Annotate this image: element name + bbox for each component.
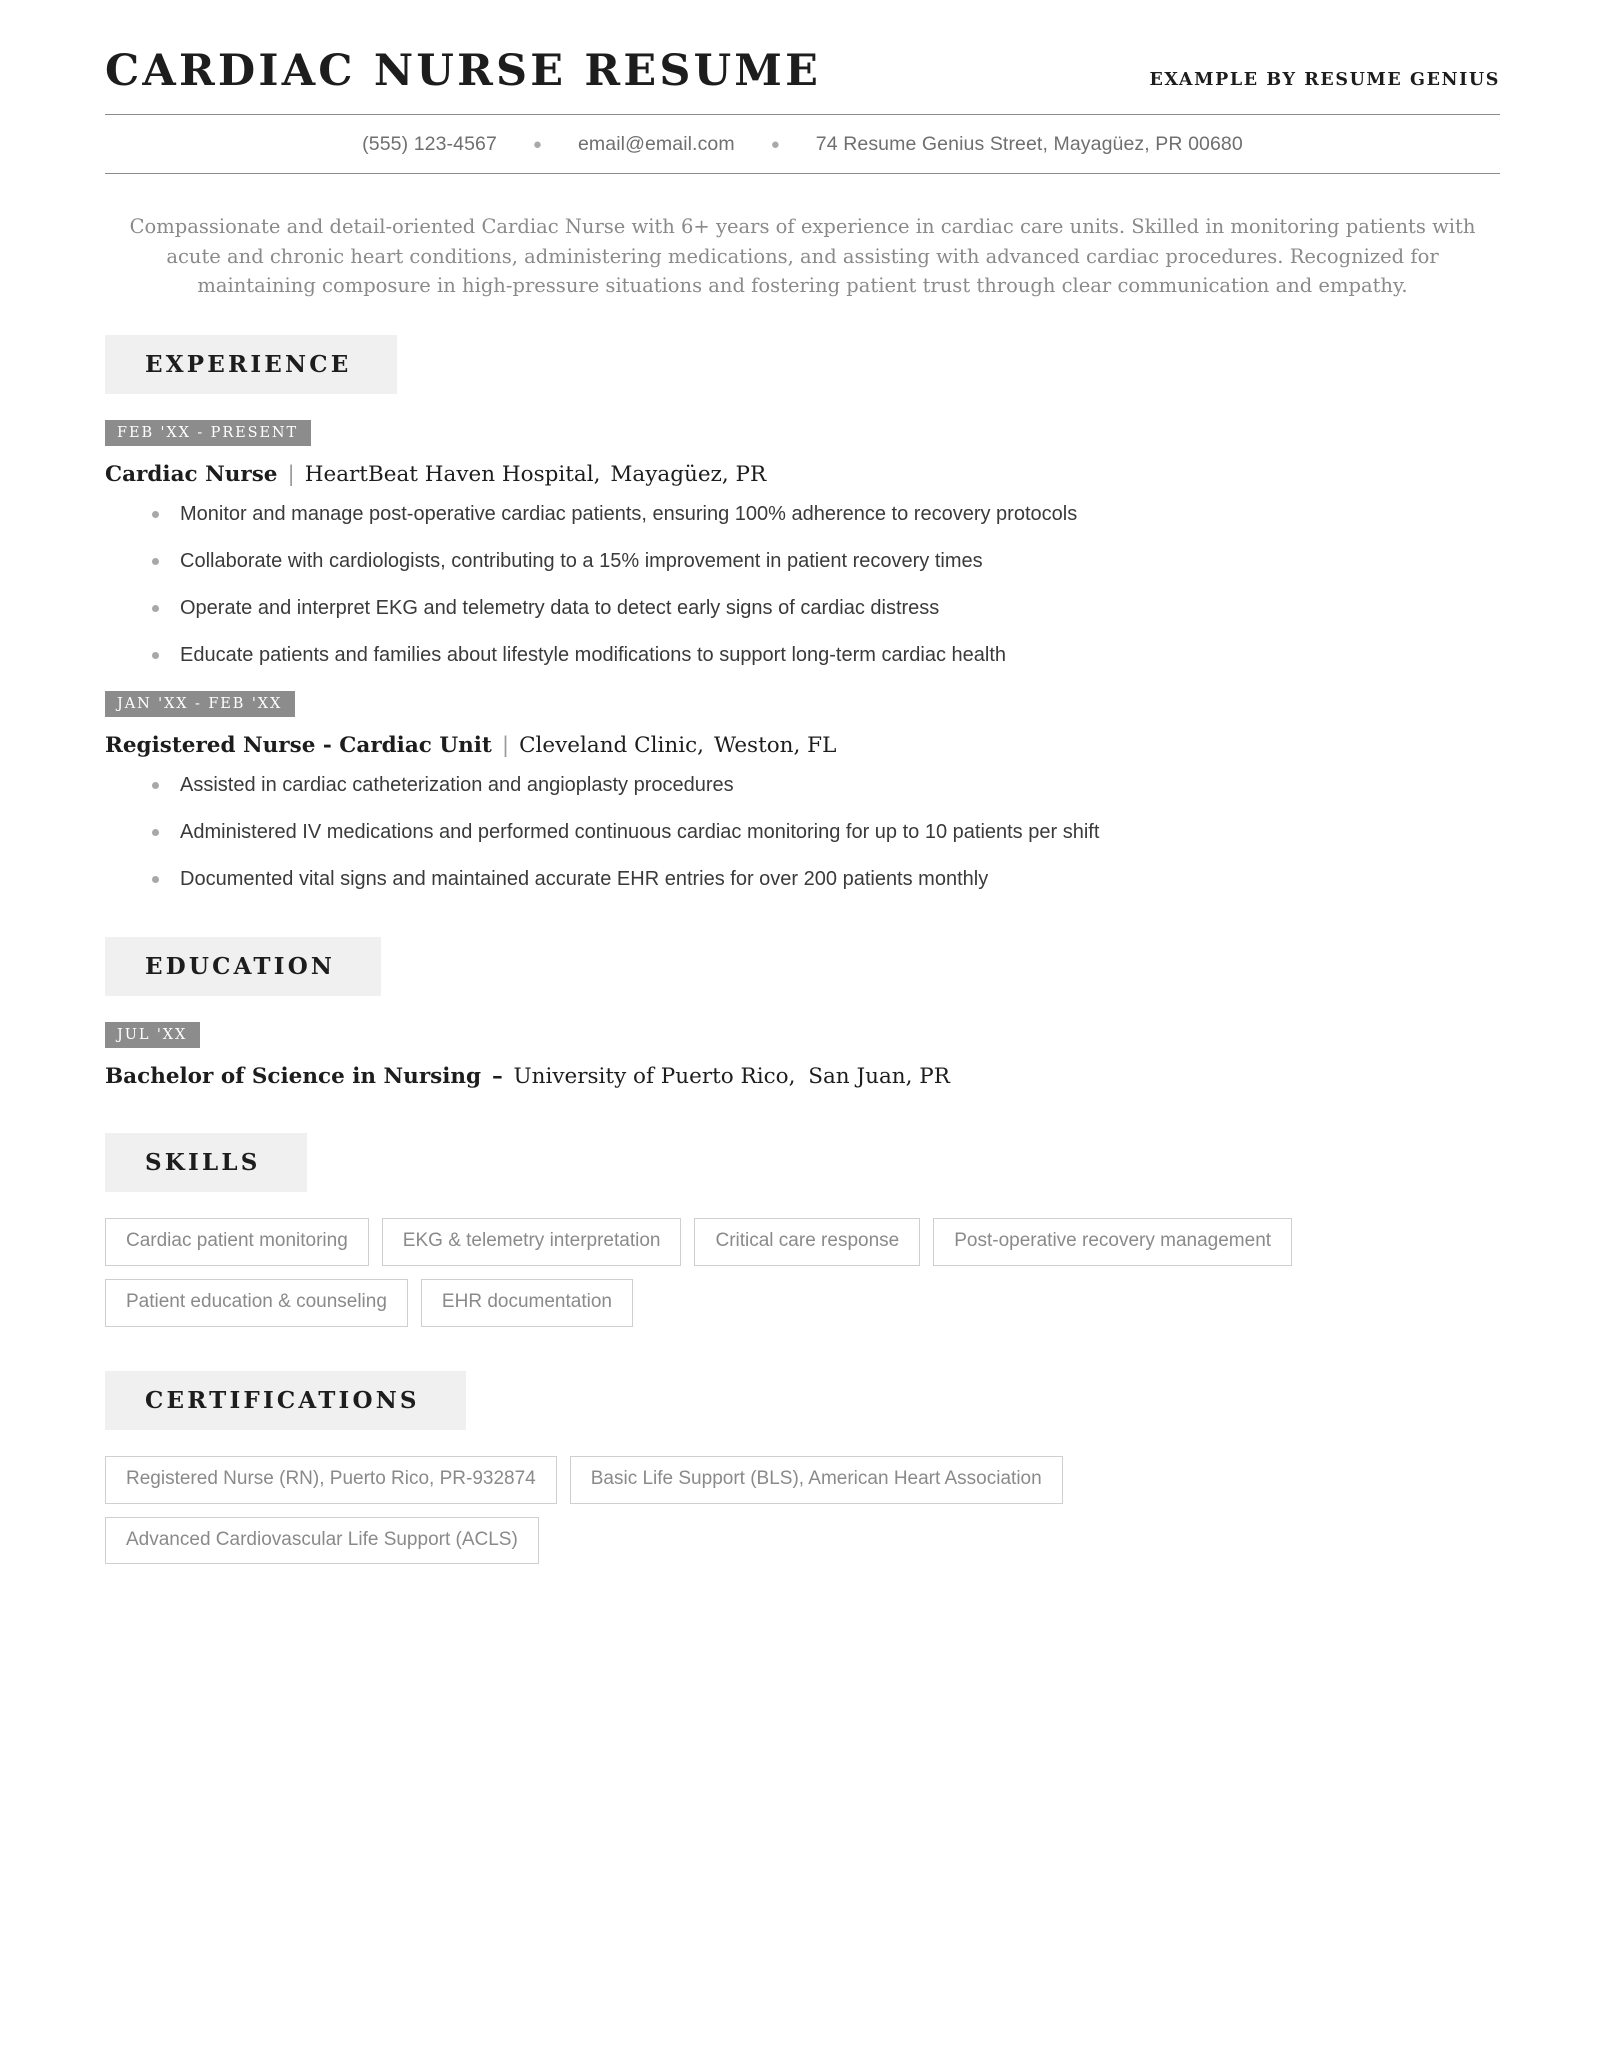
job-divider: | xyxy=(501,732,510,758)
section-skills xyxy=(105,1133,1500,1327)
section-heading-experience: EXPERIENCE xyxy=(105,335,397,394)
experience-entry xyxy=(105,420,1500,669)
experience-bullets xyxy=(105,501,1500,669)
education-location: San Juan, PR xyxy=(808,1063,950,1089)
skill-chip: Patient education & counseling xyxy=(105,1279,408,1327)
section-heading-education: EDUCATION xyxy=(105,937,381,996)
education-dates: JUL 'XX xyxy=(105,1022,200,1048)
education-school: University of Puerto Rico, xyxy=(513,1063,796,1089)
certification-chip: Registered Nurse (RN), Puerto Rico, PR-932874 xyxy=(105,1456,557,1504)
professional-summary: Compassionate and detail-oriented Cardiac Nurse with 6+ years of experience in cardiac care units. Skilled in monitoring patients with acute and chronic heart conditions, administering medications, and assisting with advanced cardiac procedures. Recognized for maintaining composure in high-pressure situations and fostering patient trust through clear communication and empathy. xyxy=(129,215,1476,298)
list-item: Operate and interpret EKG and telemetry data to detect early signs of cardiac distress xyxy=(105,595,1500,622)
education-dash: – xyxy=(491,1063,503,1089)
section-certifications xyxy=(105,1371,1500,1565)
skill-chip: Critical care response xyxy=(694,1218,920,1266)
experience-company: HeartBeat Haven Hospital, xyxy=(304,461,601,487)
section-experience xyxy=(105,335,1500,893)
contact-separator-icon: ● xyxy=(532,136,542,153)
job-divider: | xyxy=(287,461,295,487)
contact-email[interactable]: email@email.com xyxy=(577,133,735,155)
skills-chip-list xyxy=(105,1218,1415,1327)
skill-chip: Cardiac patient monitoring xyxy=(105,1218,369,1266)
certification-chip: Advanced Cardiovascular Life Support (ACLS) xyxy=(105,1517,539,1565)
list-item: Administered IV medications and performed continuous cardiac monitoring for up to 10 patients per shift xyxy=(105,819,1500,846)
experience-dates: JAN 'XX - FEB 'XX xyxy=(105,691,295,717)
certifications-chip-list xyxy=(105,1456,1415,1565)
experience-company: Cleveland Clinic, xyxy=(519,732,704,758)
experience-entry xyxy=(105,691,1500,893)
list-item: Monitor and manage post-operative cardiac patients, ensuring 100% adherence to recovery protocols xyxy=(105,501,1500,528)
resume-header xyxy=(105,46,1500,114)
experience-job-title: Registered Nurse - Cardiac Unit xyxy=(105,732,492,758)
contact-bar xyxy=(105,115,1500,173)
page-title: CARDIAC NURSE RESUME xyxy=(105,46,822,96)
experience-job-line xyxy=(105,462,1500,487)
experience-location: Mayagüez, PR xyxy=(610,461,767,487)
experience-dates: FEB 'XX - PRESENT xyxy=(105,420,311,446)
section-heading-certifications: CERTIFICATIONS xyxy=(105,1371,466,1430)
section-education xyxy=(105,937,1500,1089)
skill-chip: Post-operative recovery management xyxy=(933,1218,1292,1266)
education-degree: Bachelor of Science in Nursing xyxy=(105,1063,482,1089)
list-item: Documented vital signs and maintained accurate EHR entries for over 200 patients monthly xyxy=(105,866,1500,893)
list-item: Assisted in cardiac catheterization and angioplasty procedures xyxy=(105,772,1500,799)
section-heading-skills: SKILLS xyxy=(105,1133,307,1192)
education-entry xyxy=(105,1022,1500,1089)
list-item: Collaborate with cardiologists, contributing to a 15% improvement in patient recovery times xyxy=(105,548,1500,575)
byline: EXAMPLE BY RESUME GENIUS xyxy=(1149,70,1500,90)
education-detail-line xyxy=(105,1064,1500,1089)
contact-phone[interactable]: (555) 123-4567 xyxy=(362,133,497,155)
experience-job-title: Cardiac Nurse xyxy=(105,461,278,487)
experience-location: Weston, FL xyxy=(713,732,837,758)
certification-chip: Basic Life Support (BLS), American Heart Association xyxy=(570,1456,1063,1504)
skill-chip: EKG & telemetry interpretation xyxy=(382,1218,682,1266)
experience-job-line xyxy=(105,733,1500,758)
list-item: Educate patients and families about lifestyle modifications to support long-term cardiac health xyxy=(105,642,1500,669)
skill-chip: EHR documentation xyxy=(421,1279,633,1327)
contact-address: 74 Resume Genius Street, Mayagüez, PR 00680 xyxy=(815,133,1243,155)
experience-bullets xyxy=(105,772,1500,893)
contact-separator-icon: ● xyxy=(770,136,780,153)
